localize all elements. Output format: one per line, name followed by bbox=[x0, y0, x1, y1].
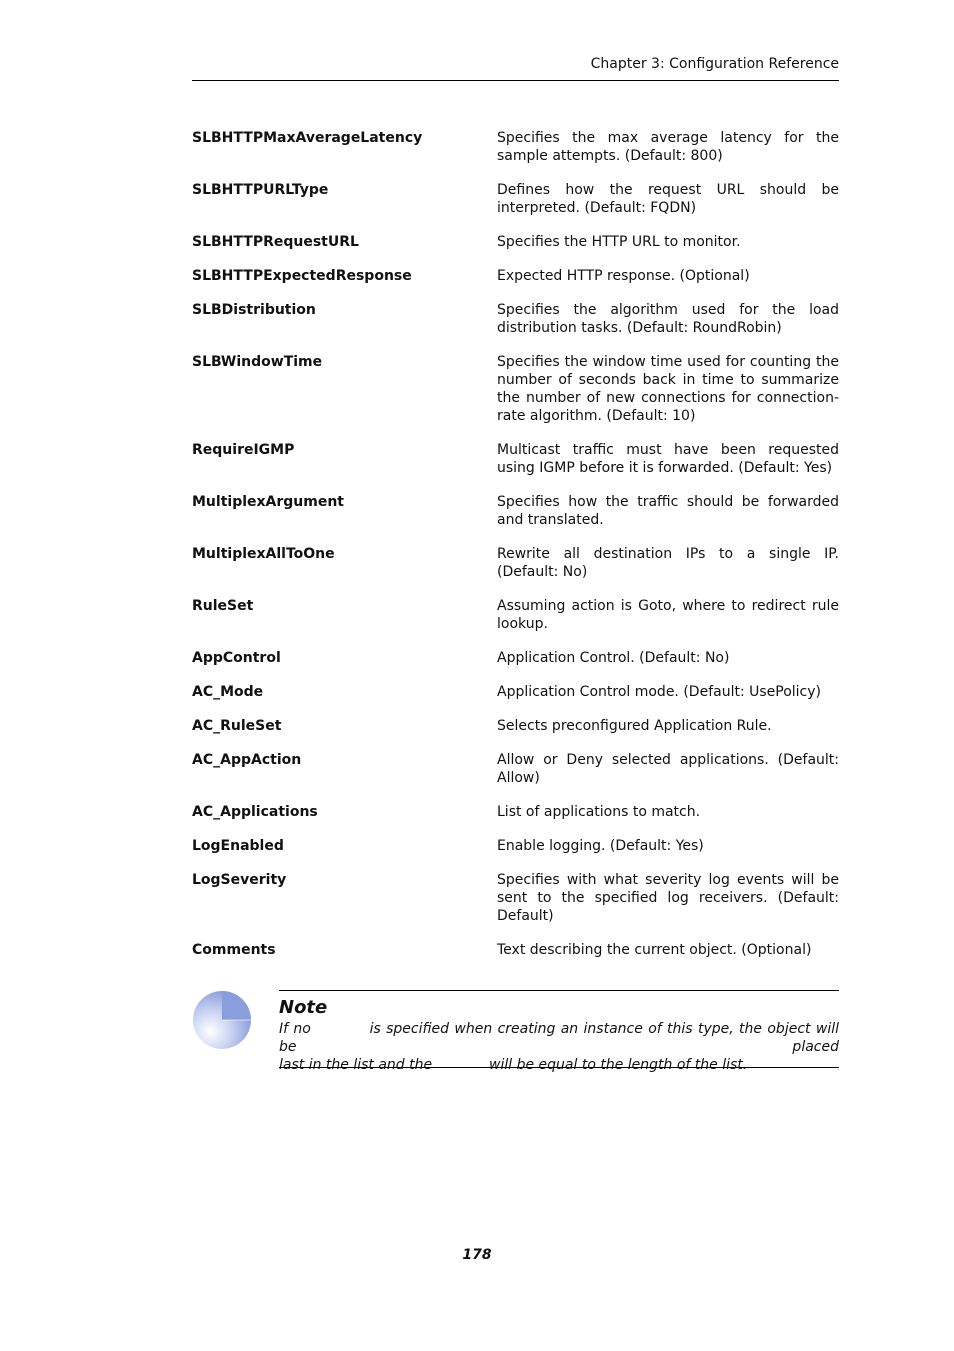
parameter-name: SLBHTTPRequestURL bbox=[192, 234, 359, 250]
parameter-row bbox=[192, 871, 839, 925]
note-body bbox=[279, 1020, 839, 1074]
parameter-name: AC_Mode bbox=[192, 684, 264, 700]
parameter-row bbox=[192, 649, 839, 667]
parameter-description: Text describing the current object. (Optional) bbox=[497, 942, 812, 958]
note-title: Note bbox=[279, 997, 328, 1018]
note-icon bbox=[192, 990, 252, 1050]
parameter-description: Specifies the window time used for counting the number of seconds back in time to summarize the number of new connections for connection-rate algorithm. (Default: 10) bbox=[497, 354, 839, 424]
parameter-description: Enable logging. (Default: Yes) bbox=[497, 838, 704, 854]
parameter-description: Defines how the request URL should be interpreted. (Default: FQDN) bbox=[497, 182, 839, 216]
parameter-name: LogSeverity bbox=[192, 872, 287, 888]
note-text: will be equal to the length of the list. bbox=[489, 1057, 748, 1073]
parameter-description: Assuming action is Goto, where to redirect rule lookup. bbox=[497, 598, 839, 632]
parameter-row bbox=[192, 301, 839, 337]
parameter-name: SLBWindowTime bbox=[192, 354, 323, 370]
parameter-list bbox=[192, 129, 839, 975]
parameter-description: Application Control. (Default: No) bbox=[497, 650, 730, 666]
parameter-name: LogEnabled bbox=[192, 838, 284, 854]
parameter-name: AC_RuleSet bbox=[192, 718, 282, 734]
parameter-row bbox=[192, 267, 839, 285]
parameter-row bbox=[192, 717, 839, 735]
parameter-name: SLBDistribution bbox=[192, 302, 316, 318]
note-text: If no bbox=[279, 1021, 311, 1037]
parameter-name: RuleSet bbox=[192, 598, 254, 614]
parameter-row bbox=[192, 441, 839, 477]
parameter-description: Specifies how the traffic should be forwarded and translated. bbox=[497, 494, 839, 528]
parameter-description: Application Control mode. (Default: UsePolicy) bbox=[497, 684, 822, 700]
parameter-row bbox=[192, 545, 839, 581]
parameter-description: Specifies the max average latency for the sample attempts. (Default: 800) bbox=[497, 130, 839, 164]
parameter-name: MultiplexAllToOne bbox=[192, 546, 335, 562]
parameter-row bbox=[192, 803, 839, 821]
parameter-description: Multicast traffic must have been requested using IGMP before it is forwarded. (Default: Yes) bbox=[497, 442, 839, 476]
parameter-row bbox=[192, 129, 839, 165]
parameter-name: RequireIGMP bbox=[192, 442, 295, 458]
parameter-description: Rewrite all destination IPs to a single IP. (Default: No) bbox=[497, 546, 839, 580]
parameter-row bbox=[192, 941, 839, 959]
parameter-row bbox=[192, 751, 839, 787]
parameter-name: AC_Applications bbox=[192, 804, 318, 820]
parameter-description: Specifies the algorithm used for the load distribution tasks. (Default: RoundRobin) bbox=[497, 302, 839, 336]
parameter-description: Specifies the HTTP URL to monitor. bbox=[497, 234, 741, 250]
parameter-row bbox=[192, 683, 839, 701]
parameter-name: SLBHTTPURLType bbox=[192, 182, 329, 198]
parameter-name: MultiplexArgument bbox=[192, 494, 345, 510]
parameter-description: Selects preconfigured Application Rule. bbox=[497, 718, 772, 734]
parameter-description: Expected HTTP response. (Optional) bbox=[497, 268, 750, 284]
parameter-row bbox=[192, 837, 839, 855]
page-header bbox=[192, 54, 839, 81]
parameter-name: AppControl bbox=[192, 650, 281, 666]
page-number: 178 bbox=[462, 1247, 492, 1263]
parameter-description: Allow or Deny selected applications. (Default: Allow) bbox=[497, 752, 839, 786]
parameter-row bbox=[192, 181, 839, 217]
chapter-title: Chapter 3: Configuration Reference bbox=[590, 56, 839, 72]
note-text: is specified when creating an instance of this type, the object will be placed bbox=[279, 1021, 839, 1055]
parameter-name: Comments bbox=[192, 942, 276, 958]
parameter-description: Specifies with what severity log events will be sent to the specified log receivers. (Default: Default) bbox=[497, 872, 839, 924]
parameter-name: SLBHTTPExpectedResponse bbox=[192, 268, 412, 284]
parameter-description: List of applications to match. bbox=[497, 804, 701, 820]
parameter-row bbox=[192, 353, 839, 425]
parameter-row bbox=[192, 233, 839, 251]
parameter-row bbox=[192, 493, 839, 529]
parameter-name: AC_AppAction bbox=[192, 752, 302, 768]
parameter-name: SLBHTTPMaxAverageLatency bbox=[192, 130, 423, 146]
note-box bbox=[279, 990, 839, 1073]
note-text: last in the list and the bbox=[279, 1057, 433, 1073]
parameter-row bbox=[192, 597, 839, 633]
